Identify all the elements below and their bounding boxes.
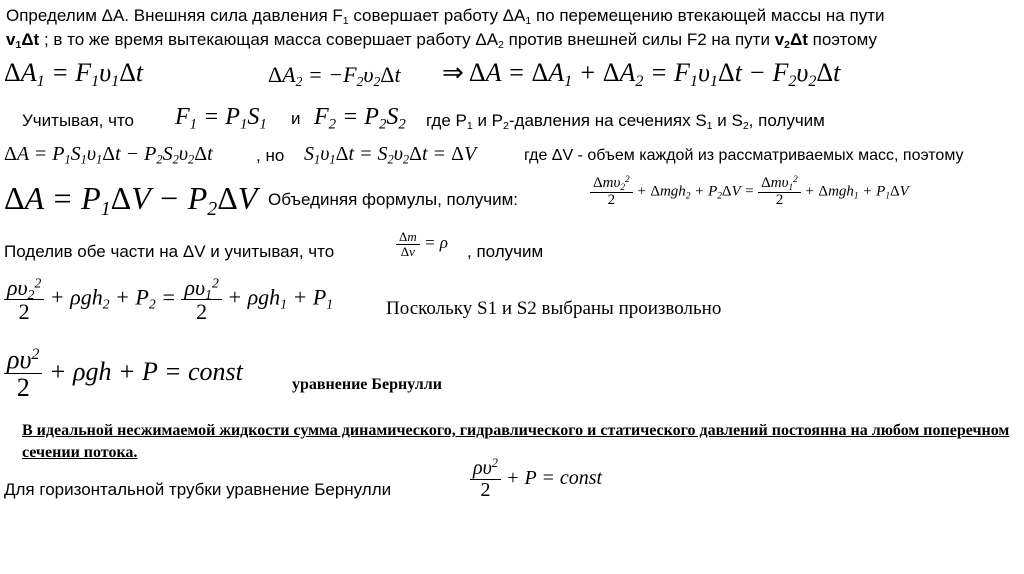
pressures-s1-sub: 1 — [706, 120, 713, 133]
volume-text: где ΔV - объем каждой из рассматриваемых масс, поэтому — [524, 147, 964, 164]
intro-v1-sub: 1 — [15, 39, 22, 52]
pressures-p1-sub: 1 — [466, 120, 473, 133]
pressures-text-b: и P — [472, 111, 504, 130]
equation-work-1: $\Delta A_1 = F_1\upsilon_1\Delta t$ — [4, 58, 144, 90]
equation-work-volume: $\Delta A = P_1\Delta V - P_2\Delta V$ — [4, 180, 258, 220]
since-text: Поскольку S1 и S2 выбраны произвольно — [386, 298, 722, 319]
intro-sub-a: 1 — [342, 15, 349, 28]
intro-dt1: Δt — [21, 30, 40, 49]
horizontal-text: Для горизонтальной трубки уравнение Бернулли — [4, 480, 392, 499]
pressures-p2-sub: 2 — [503, 120, 509, 133]
intro-text-b: совершает работу ΔA — [348, 6, 526, 25]
pressures-text — [426, 111, 825, 131]
intro-sub-b: 1 — [525, 15, 532, 28]
bernoulli-statement: В идеальной несжимаемой жидкости сумма динамического, гидравлического и статического давлений постоянна на любом поперечном сечении потока. — [22, 422, 1010, 461]
intro-text-d: ; в то же время вытекающая масса совершает работу ΔA — [39, 30, 499, 49]
dividing-text: Поделив обе части на ΔV и учитывая, что — [4, 242, 335, 261]
considering-text: Учитывая, что — [22, 111, 135, 130]
intro-text-c: по перемещению втекающей массы на пути — [531, 6, 885, 25]
intro-v2: v — [774, 30, 785, 49]
intro-line-1 — [6, 6, 884, 26]
intro-text-f: поэтому — [807, 30, 878, 49]
intro-v1: v — [6, 30, 16, 49]
pressures-text-e: , получим — [748, 111, 825, 130]
and-text: и — [291, 109, 301, 128]
combining-text: Объединяя формулы, получим: — [268, 190, 518, 209]
intro-v2-sub: 2 — [784, 39, 791, 52]
equation-bernoulli-horizontal: $\frac{\rho\upsilon^2}{2}$ + P = const — [470, 458, 602, 501]
intro-text-e: против внешней силы F2 на пути — [503, 30, 775, 49]
intro-dt2: Δt — [790, 30, 808, 49]
intro-text-a: Определим ΔA. Внешняя сила давления F — [6, 6, 343, 25]
dividing-end-text: , получим — [467, 242, 544, 261]
equation-volume: $S_1\upsilon_1\Delta t = S_2\upsilon_2\Delta t = \Delta V$ — [304, 143, 477, 167]
equation-bernoulli-sections: $\frac{\rho\upsilon_2^2}{2}$ + $\rho gh_2 + P_2$ = $\frac{\rho\upsilon_1^2}{2}$ + $\rho gh_1 + P_1$ — [4, 276, 333, 323]
intro-line-2 — [6, 30, 877, 50]
equation-work-pressure: $\Delta A = P_1S_1\upsilon_1\Delta t - P_2S_2\upsilon_2\Delta t$ — [4, 143, 213, 167]
intro-sub-d: 2 — [498, 39, 504, 52]
equation-f2: $F_2 = P_2S_2$ — [314, 104, 406, 133]
pressures-text-c: -давления на сечениях S — [508, 111, 707, 130]
equation-bernoulli: $\frac{\rho\upsilon^2}{2}$ + ρgh + P = const — [4, 346, 243, 402]
equation-work-2: $\Delta A_2 = -F_2\upsilon_2\Delta t$ — [268, 62, 401, 90]
pressures-text-a: где P — [426, 111, 467, 130]
equation-density: $\frac{\Delta m}{\Delta v}$ = ρ — [396, 230, 448, 258]
pressures-text-d: и S — [712, 111, 743, 130]
pressures-s2-sub: 2 — [742, 120, 749, 133]
bernoulli-label: уравнение Бернулли — [292, 376, 442, 393]
equation-work-total: ⇒ $\Delta A = \Delta A_1 + \Delta A_2 = F_1\upsilon_1\Delta t - F_2\upsilon_2\Delta t$ — [442, 58, 841, 90]
equation-energy-balance: $\frac{\Delta m\upsilon_2^2}{2}$ + $\Delta mgh_2 + P_2\Delta V$ = $\frac{\Delta m\upsilon_1^2}{2}$ + $\Delta mgh_1 + P_1\Delta V$ — [590, 176, 909, 209]
but-text: , но — [256, 146, 285, 165]
equation-f1: $F_1 = P_1S_1$ — [175, 104, 267, 133]
